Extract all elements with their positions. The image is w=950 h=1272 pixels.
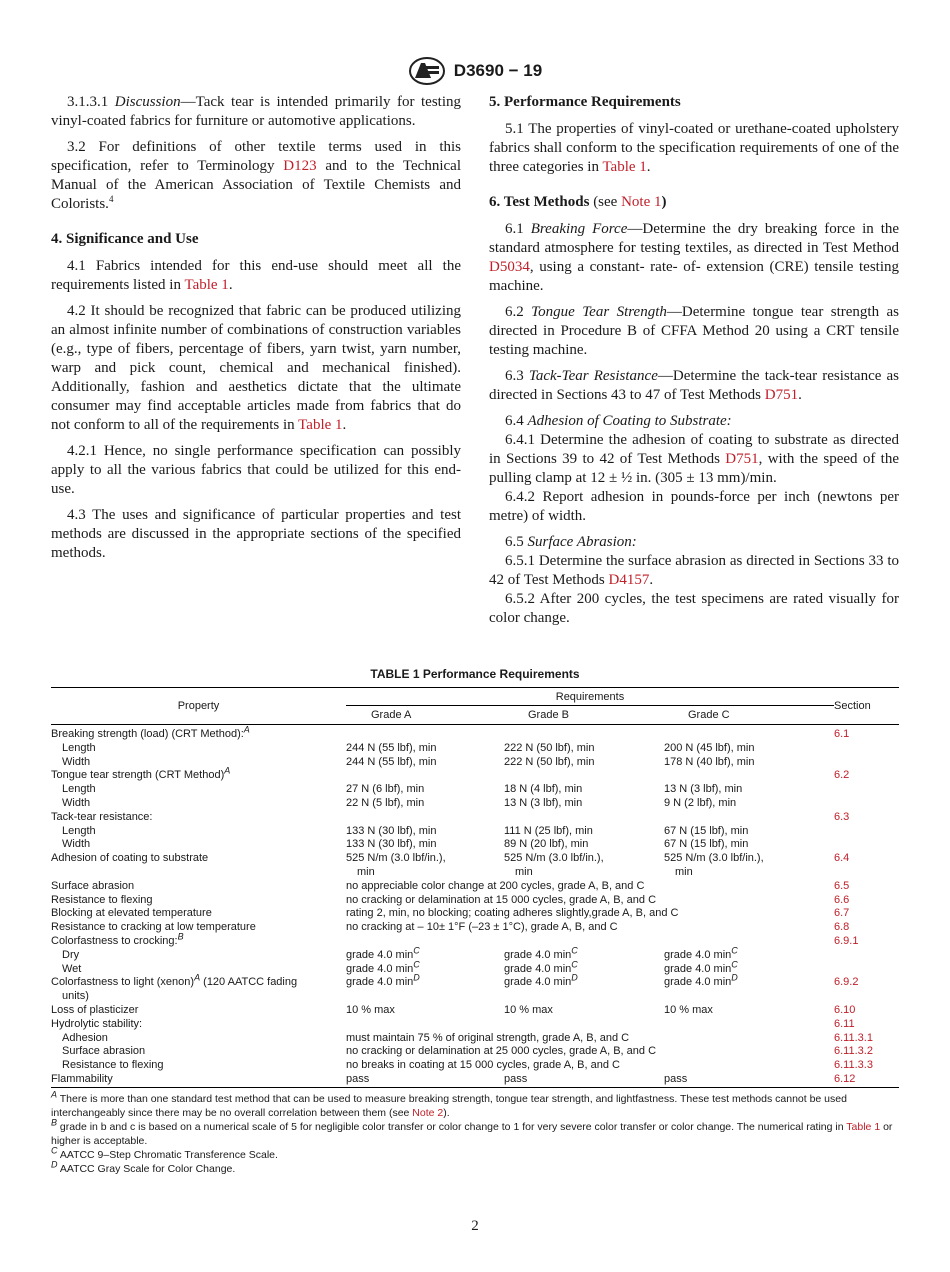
cell-grade-a: 22 N (5 lbf), min (346, 796, 425, 809)
document-id: D3690 − 19 (453, 61, 543, 80)
table-title: TABLE 1 Performance Requirements (370, 667, 580, 681)
table-row (51, 963, 899, 977)
table-row (51, 742, 899, 756)
cell-section-link[interactable]: 6.12 (834, 1072, 856, 1085)
table-row (51, 838, 899, 852)
cell-property: Surface abrasion (51, 879, 135, 892)
paragraph-6-3: 6.3 Tack-Tear Resistance—Determine the tack-tear resistance as directed in Sections 43 to 47 of Test Methods D751. (489, 368, 900, 403)
table-row (51, 1018, 899, 1032)
footnote-a: $^A$ There is more than one standard test method that can be used to measure breaking strength, tongue tear strength, and lightfastness. These test methods cannot be used interchangeably since there may be no overall correlation between them (see Note 2). (51, 1089, 847, 1119)
cell-grade-c: pass (664, 1072, 688, 1085)
cell-grade-a: 27 N (6 lbf), min (346, 783, 425, 796)
table-row (51, 935, 899, 949)
cell-grade-c (664, 769, 834, 783)
cell-grade-b (504, 725, 664, 742)
cell-grade-b: grade 4.0 $\min^C$ (504, 958, 578, 975)
cell-property: Resistance to flexing (51, 893, 153, 906)
cell-grade-a: 525 N/m (3.0 lbf/in.), min (346, 852, 446, 878)
table-row (51, 725, 899, 742)
cell-property: Breaking strength (load) (CRT Method):$^A$ (51, 724, 250, 740)
link-note-1[interactable]: Note 1 (621, 194, 662, 210)
cell-grade-a (346, 769, 504, 783)
cell-section-link[interactable]: 6.7 (834, 907, 850, 920)
cell-property: Wet (62, 962, 82, 975)
cell-property: Width (62, 796, 91, 809)
cell-grade-b (504, 811, 664, 825)
paragraph-6-4-2: 6.4.2 Report adhesion in pounds-force per inch (newtons per metre) of width. (489, 489, 899, 524)
astm-logo-icon (408, 56, 446, 86)
cell-property: Surface abrasion (62, 1045, 146, 1058)
cell-section-link[interactable]: 6.1 (834, 728, 850, 740)
link-table-1[interactable]: Table 1 (602, 159, 647, 175)
cell-requirement: no cracking at – 10± 1°F (–23 ± 1°C), grade A, B, and C (346, 921, 618, 934)
paragraph-4-2: 4.2 It should be recognized that fabric can be produced utilizing an almost infinite number of combinations of construction variables (e.g., type of fibers, percentage of fibers, yarn twist, yarn number, warp and pick count, chemical and mechanical finished). Additionally, fashion and aesthetics dictate that the ultimate consumer may find acceptable articles made from fabrics that do not conform to all of the requirements in Table 1. (51, 303, 461, 433)
cell-section-link[interactable]: 6.4 (834, 852, 850, 865)
cell-grade-c: 67 N (15 lbf), min (664, 838, 749, 851)
cell-property: Length (62, 741, 96, 754)
cell-grade-c: 67 N (15 lbf), min (664, 824, 749, 837)
footnote-b: $^B$ grade in b and c is based on a numerical scale of 5 for negligible color transfer or color change to 1 for very severe color transfer or color change. The numerical rating in Table 1 or higher is acceptable. (51, 1117, 893, 1147)
cell-grade-a: 244 N (55 lbf), min (346, 755, 437, 768)
page-number: 2 (471, 1218, 479, 1234)
cell-grade-b: 525 N/m (3.0 lbf/in.), min (504, 852, 604, 878)
link-d4157[interactable]: D4157 (608, 572, 650, 588)
cell-property: Hydrolytic stability: (51, 1017, 143, 1030)
table-row (51, 894, 899, 908)
paragraph-4-2-1: 4.2.1 Hence, no single performance specification can possibly apply to all the various fabrics that could be utilized for this end-use. (51, 443, 461, 497)
cell-grade-c (664, 811, 834, 825)
paragraph-6-2: 6.2 Tongue Tear Strength—Determine tongue tear strength as directed in Procedure B of CFFA Method 20 using a CRT tensile testing machine. (489, 304, 899, 358)
cell-section-link[interactable]: 6.11 (834, 1017, 855, 1030)
section-heading-5: 5. Performance Requirements (489, 94, 681, 110)
cell-section-link[interactable]: 6.9.1 (834, 934, 859, 947)
cell-section-link[interactable]: 6.11.3.1 (834, 1031, 873, 1044)
cell-requirement: must maintain 75 % of original strength, grade A, B, and C (346, 1031, 630, 1044)
cell-grade-a (346, 935, 504, 949)
cell-section-link (834, 963, 899, 977)
header-grade-b: Grade B (504, 706, 664, 725)
paragraph-4-3: 4.3 The uses and significance of particular properties and test methods are discussed in the appropriate sections of the specified methods. (51, 507, 461, 561)
cell-grade-a: pass (346, 1072, 370, 1085)
cell-property: Tack-tear resistance: (51, 810, 153, 823)
table-row (51, 756, 899, 770)
cell-grade-c: grade 4.0 $\min^C$ (664, 945, 738, 961)
paragraph-6-4-1: 6.4.1 Determine the adhesion of coating to substrate as directed in Sections 39 to 42 of Test Methods D751, with the speed of the pulling clamp at 12 ± ½ in. (305 ± 13 mm)/min. (489, 432, 899, 486)
paragraph-3-1-3-1: 3.1.3.1 Discussion—Tack tear is intended primarily for testing vinyl-coated fabrics for furniture or automotive applications. (51, 94, 462, 129)
header-property: Property (51, 688, 346, 725)
cell-grade-b: 222 N (50 lbf), min (504, 741, 595, 754)
cell-section-link[interactable]: 6.10 (834, 1003, 856, 1016)
table-row (51, 852, 899, 880)
cell-grade-b: 18 N (4 lbf), min (504, 783, 583, 796)
performance-table (51, 687, 899, 1088)
cell-section-link[interactable]: 6.11.3.3 (834, 1059, 873, 1072)
table-row (51, 949, 899, 963)
table-row (51, 1032, 899, 1046)
cell-grade-a: 10 % max (346, 1003, 395, 1016)
table-row (51, 769, 899, 783)
link-d123[interactable]: D123 (283, 158, 317, 174)
link-d751[interactable]: D751 (764, 387, 799, 403)
cell-property: Colorfastness to crocking:$^B$ (51, 931, 184, 947)
cell-property: Adhesion (62, 1031, 108, 1044)
cell-requirement: no appreciable color change at 200 cycles, grade A, B, and C (346, 879, 645, 892)
cell-section-link (834, 797, 899, 811)
cell-grade-a: grade 4.0 $\min^D$ (346, 972, 420, 989)
table-row (51, 1073, 899, 1087)
table-row (51, 811, 899, 825)
table-row (51, 880, 899, 894)
link-table-1[interactable]: Table 1 (846, 1120, 881, 1133)
header-grade-a: Grade A (346, 706, 504, 725)
cell-grade-a (346, 1018, 504, 1032)
cell-grade-b: pass (504, 1072, 528, 1085)
cell-section-link[interactable]: 6.5 (834, 879, 850, 892)
header-requirements: Requirements (346, 688, 834, 706)
performance-table-section (51, 667, 899, 1176)
cell-grade-b (504, 935, 664, 949)
cell-section-link (834, 825, 899, 839)
cell-section-link[interactable]: 6.2 (834, 769, 850, 782)
cell-grade-a: 133 N (30 lbf), min (346, 824, 437, 837)
paragraph-6-5-1: 6.5.1 Determine the surface abrasion as directed in Sections 33 to 42 of Test Methods D4157. (489, 553, 899, 588)
cell-grade-a (346, 811, 504, 825)
cell-requirement: no cracking or delamination at 15 000 cycles, grade A, B, and C (346, 893, 657, 906)
cell-grade-c: grade 4.0 $\min^C$ (664, 958, 738, 975)
cell-grade-c (664, 725, 834, 742)
cell-grade-a: grade 4.0 $\min^C$ (346, 945, 420, 961)
link-table-1[interactable]: Table 1 (298, 417, 343, 433)
cell-grade-c: grade 4.0 $\min^D$ (664, 972, 738, 989)
cell-section-link[interactable]: 6.8 (834, 921, 850, 934)
cell-section-link (834, 742, 899, 756)
link-d5034[interactable]: D5034 (489, 259, 530, 275)
link-note-2[interactable]: Note 2 (412, 1106, 444, 1119)
cell-requirement: no cracking or delamination at 25 000 cycles, grade A, B, and C (346, 1045, 657, 1058)
table-row (51, 825, 899, 839)
cell-grade-c (664, 1018, 834, 1032)
cell-grade-c: 10 % max (664, 1003, 713, 1016)
table-row (51, 976, 899, 1004)
cell-grade-a: 244 N (55 lbf), min (346, 741, 437, 754)
cell-grade-b (504, 1018, 664, 1032)
cell-property: Resistance to flexing (62, 1059, 164, 1072)
footnote-d: $^D$ AATCC Gray Scale for Color Change. (51, 1159, 236, 1175)
cell-grade-c: 200 N (45 lbf), min (664, 741, 755, 754)
cell-grade-b (504, 769, 664, 783)
cell-grade-b: grade 4.0 $\min^D$ (504, 972, 578, 989)
cell-section-link (834, 756, 899, 770)
section-heading-4: 4. Significance and Use (51, 231, 199, 247)
paragraph-6-5-2: 6.5.2 After 200 cycles, the test specimens are rated visually for color change. (489, 591, 899, 626)
cell-property: Resistance to cracking at low temperature (51, 921, 256, 934)
cell-requirement: rating 2, min, no blocking; coating adheres slightly,grade A, B, and C (346, 907, 679, 920)
paragraph-3-2: 3.2 For definitions of other textile terms used in this specification, refer to Terminology D123 and to the Technical Manual of the American Association of Textile Chemists and Colorists.$^4$ (51, 139, 461, 212)
cell-grade-b: 10 % max (504, 1003, 553, 1016)
cell-property: Colorfastness to light (xenon)$^A$ (120 AATCC fading units) (51, 972, 298, 1003)
paragraph-6-5: 6.5 Surface Abrasion: (505, 534, 637, 550)
paragraph-6-4: 6.4 Adhesion of Coating to Substrate: (505, 413, 732, 429)
table-row (51, 1059, 899, 1073)
cell-property: Tongue tear strength (CRT Method)$^A$ (51, 765, 231, 782)
cell-property: Length (62, 783, 96, 796)
paragraph-6-1: 6.1 Breaking Force—Determine the dry breaking force in the standard atmosphere for testing textiles, as directed in Test Method D5034, using a constant- rate- of- extension (CRE) tensile testing machine. (489, 221, 900, 294)
cell-grade-b: 13 N (3 lbf), min (504, 796, 583, 809)
cell-section-link (834, 949, 899, 963)
cell-property: Loss of plasticizer (51, 1003, 139, 1016)
cell-grade-b: 222 N (50 lbf), min (504, 755, 595, 768)
cell-section-link (834, 838, 899, 852)
cell-grade-b: 89 N (20 lbf), min (504, 838, 589, 851)
footnote-c: $^C$ AATCC 9–Step Chromatic Transference Scale. (51, 1145, 278, 1161)
table-row (51, 907, 899, 921)
section-heading-6: 6. Test Methods (see Note 1) (489, 194, 667, 210)
cell-grade-b: 111 N (25 lbf), min (504, 824, 593, 837)
paragraph-4-1: 4.1 Fabrics intended for this end-use should meet all the requirements listed in Table 1. (51, 258, 461, 293)
table-row (51, 1045, 899, 1059)
cell-grade-b: grade 4.0 $\min^C$ (504, 945, 578, 961)
cell-property: Flammability (51, 1072, 113, 1085)
table-row (51, 783, 899, 797)
cell-section-link[interactable]: 6.6 (834, 893, 850, 906)
cell-grade-c: 525 N/m (3.0 lbf/in.), min (664, 852, 764, 878)
table-row (51, 1004, 899, 1018)
cell-property: Width (62, 838, 91, 851)
cell-property: Length (62, 824, 96, 837)
cell-grade-a: grade 4.0 $\min^C$ (346, 958, 420, 975)
cell-property: Dry (62, 948, 80, 961)
page-header (0, 56, 950, 86)
cell-grade-c: 178 N (40 lbf), min (664, 755, 755, 768)
cell-property: Blocking at elevated temperature (51, 907, 212, 920)
table-footnotes (51, 1089, 899, 1176)
header-grade-c: Grade C (664, 706, 834, 725)
link-d751[interactable]: D751 (725, 451, 759, 467)
header-section: Section (834, 688, 899, 725)
left-column (51, 93, 461, 570)
cell-grade-c: 13 N (3 lbf), min (664, 783, 743, 796)
cell-grade-c (664, 935, 834, 949)
cell-requirement: no breaks in coating at 15 000 cycles, grade A, B, and C (346, 1059, 620, 1072)
link-table-1[interactable]: Table 1 (184, 277, 229, 293)
right-column (489, 93, 899, 635)
table-body (51, 725, 899, 1088)
paragraph-5-1: 5.1 The properties of vinyl-coated or urethane-coated upholstery fabrics shall conform to the specification requirements of one of the three categories in Table 1. (489, 121, 899, 175)
cell-grade-a (346, 725, 504, 742)
cell-section-link[interactable]: 6.9.2 (834, 976, 859, 989)
cell-property: Width (62, 755, 91, 768)
cell-section-link[interactable]: 6.3 (834, 810, 850, 823)
cell-property: Adhesion of coating to substrate (51, 852, 209, 865)
cell-grade-c: 9 N (2 lbf), min (664, 796, 737, 809)
cell-grade-a: 133 N (30 lbf), min (346, 838, 437, 851)
cell-section-link[interactable]: 6.11.3.2 (834, 1045, 873, 1058)
table-row (51, 797, 899, 811)
cell-section-link (834, 783, 899, 797)
